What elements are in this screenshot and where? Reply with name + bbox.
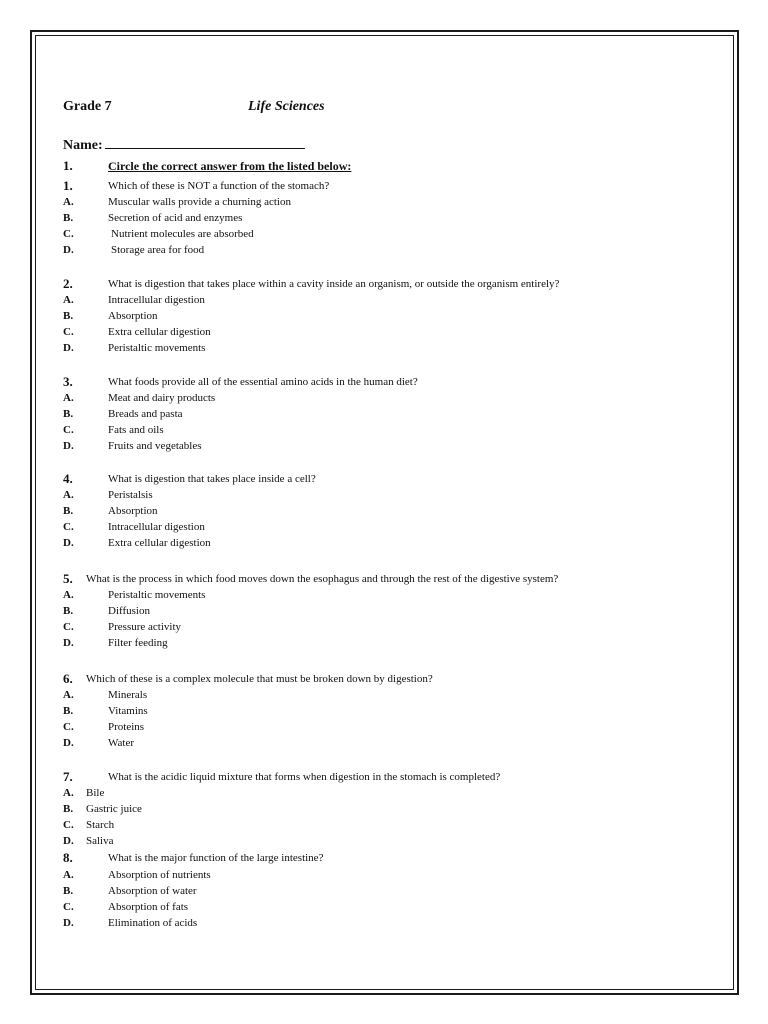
option-row: [0, 883, 700, 899]
option-text: Peristaltic movements: [108, 589, 206, 601]
option-letter: D.: [63, 440, 74, 452]
question-5: [0, 571, 700, 587]
option-text: Proteins: [108, 721, 145, 733]
question-2: [0, 276, 700, 292]
option-letter: C.: [63, 228, 74, 240]
question-text: What foods provide all of the essential amino acids in the human diet?: [108, 376, 418, 388]
option-row: [0, 487, 700, 503]
option-row: [0, 899, 700, 915]
option-text: Saliva: [86, 835, 114, 847]
option-letter: B.: [63, 505, 74, 517]
option-row: [0, 619, 700, 635]
option-letter: D.: [63, 537, 74, 549]
option-text: Minerals: [108, 689, 148, 701]
question-number: 4.: [63, 471, 73, 486]
option-letter: A.: [63, 869, 74, 881]
option-letter: A.: [63, 689, 74, 701]
option-letter: C.: [63, 901, 74, 913]
option-text: Nutrient molecules are absorbed: [111, 228, 254, 240]
option-text: Secretion of acid and enzymes: [108, 212, 243, 224]
name-field-row: [63, 136, 305, 154]
question-text: Which of these is a complex molecule that must be broken down by digestion?: [86, 673, 433, 685]
option-text: Pressure activity: [108, 621, 182, 633]
option-letter: C.: [63, 621, 74, 633]
question-text: Which of these is NOT a function of the stomach?: [108, 180, 330, 192]
question-text: What is digestion that takes place inside a cell?: [108, 473, 316, 485]
option-text: Breads and pasta: [108, 408, 183, 420]
option-letter: B.: [63, 310, 74, 322]
option-letter: B.: [63, 212, 74, 224]
name-label: Name:: [63, 138, 103, 153]
option-letter: B.: [63, 605, 74, 617]
option-letter: C.: [63, 521, 74, 533]
question-number: 6.: [63, 671, 73, 686]
option-text: Meat and dairy products: [108, 392, 216, 404]
option-text: Storage area for food: [111, 244, 205, 256]
option-letter: B.: [63, 885, 74, 897]
option-text: Absorption of water: [108, 885, 197, 897]
option-row: [0, 503, 700, 519]
option-text: Diffusion: [108, 605, 150, 617]
option-row: [0, 687, 700, 703]
option-text: Intracellular digestion: [108, 521, 205, 533]
option-text: Water: [108, 737, 134, 749]
option-text: Absorption of fats: [108, 901, 189, 913]
option-row: [0, 519, 700, 535]
option-letter: A.: [63, 392, 74, 404]
name-blank-line: [105, 136, 305, 149]
instruction-row: [0, 158, 700, 174]
question-text: What is the acidic liquid mixture that forms when digestion in the stomach is completed?: [108, 771, 501, 783]
option-letter: C.: [63, 424, 74, 436]
question-number: 7.: [63, 769, 73, 784]
option-letter: A.: [63, 489, 74, 501]
option-text: Fruits and vegetables: [108, 440, 202, 452]
option-text: Intracellular digestion: [108, 294, 205, 306]
option-row: [0, 438, 700, 454]
option-text: Absorption: [108, 310, 158, 322]
question-4: [0, 471, 700, 487]
option-text: Extra cellular digestion: [108, 537, 211, 549]
question-6: [0, 671, 700, 687]
option-text: Peristalsis: [108, 489, 153, 501]
option-row: [0, 635, 700, 651]
option-letter: B.: [63, 408, 74, 420]
question-text: What is the major function of the large intestine?: [108, 852, 324, 864]
question-1: [0, 178, 700, 194]
option-letter: D.: [63, 244, 74, 256]
option-text: Elimination of acids: [108, 917, 198, 929]
option-row: [0, 308, 700, 324]
option-text: Peristaltic movements: [108, 342, 206, 354]
option-text: Fats and oils: [108, 424, 164, 436]
option-row: [0, 210, 700, 226]
option-row: [0, 194, 700, 210]
option-row: [0, 535, 700, 551]
option-row: [0, 703, 700, 719]
option-text: Absorption of nutrients: [108, 869, 211, 881]
option-letter: D.: [63, 342, 74, 354]
option-letter: B.: [63, 705, 74, 717]
instruction-number: 1.: [63, 158, 73, 173]
option-row: [0, 422, 700, 438]
option-row: [0, 801, 700, 817]
option-letter: D.: [63, 637, 74, 649]
option-letter: C.: [63, 326, 74, 338]
instruction-text: Circle the correct answer from the listed below:: [108, 159, 352, 173]
question-number: 3.: [63, 374, 73, 389]
option-row: [0, 324, 700, 340]
question-3: [0, 374, 700, 390]
question-number: 2.: [63, 276, 73, 291]
option-text: Filter feeding: [108, 637, 168, 649]
option-text: Starch: [86, 819, 115, 831]
option-row: [0, 603, 700, 619]
option-letter: C.: [63, 721, 74, 733]
option-row: [0, 292, 700, 308]
option-row: [0, 340, 700, 356]
question-7: [0, 769, 700, 785]
option-row: [0, 867, 700, 883]
option-letter: A.: [63, 589, 74, 601]
option-row: [0, 242, 700, 258]
question-number: 5.: [63, 571, 73, 586]
option-letter: D.: [63, 737, 74, 749]
question-number: 8.: [63, 850, 73, 865]
question-number: 1.: [63, 178, 73, 193]
option-letter: D.: [63, 917, 74, 929]
grade-label: Grade 7: [63, 99, 112, 114]
option-row: [0, 817, 700, 833]
option-text: Absorption: [108, 505, 158, 517]
option-text: Bile: [86, 787, 105, 799]
option-letter: A.: [63, 196, 74, 208]
option-row: [0, 719, 700, 735]
option-letter: B.: [63, 803, 74, 815]
subject-title: Life Sciences: [248, 99, 325, 114]
option-letter: D.: [63, 835, 74, 847]
question-8: [0, 850, 700, 866]
option-row: [0, 587, 700, 603]
option-row: [0, 226, 700, 242]
option-text: Muscular walls provide a churning action: [108, 196, 291, 208]
option-letter: A.: [63, 294, 74, 306]
option-row: [0, 833, 700, 849]
option-letter: C.: [63, 819, 74, 831]
option-row: [0, 390, 700, 406]
option-row: [0, 406, 700, 422]
question-text: What is digestion that takes place within a cavity inside an organism, or outside the organism entirely?: [108, 278, 560, 290]
option-text: Extra cellular digestion: [108, 326, 211, 338]
option-row: [0, 785, 700, 801]
option-row: [0, 915, 700, 931]
option-row: [0, 735, 700, 751]
question-text: What is the process in which food moves down the esophagus and through the rest of the digestive system?: [86, 573, 559, 585]
option-text: Vitamins: [108, 705, 148, 717]
option-letter: A.: [63, 787, 74, 799]
option-text: Gastric juice: [86, 803, 142, 815]
